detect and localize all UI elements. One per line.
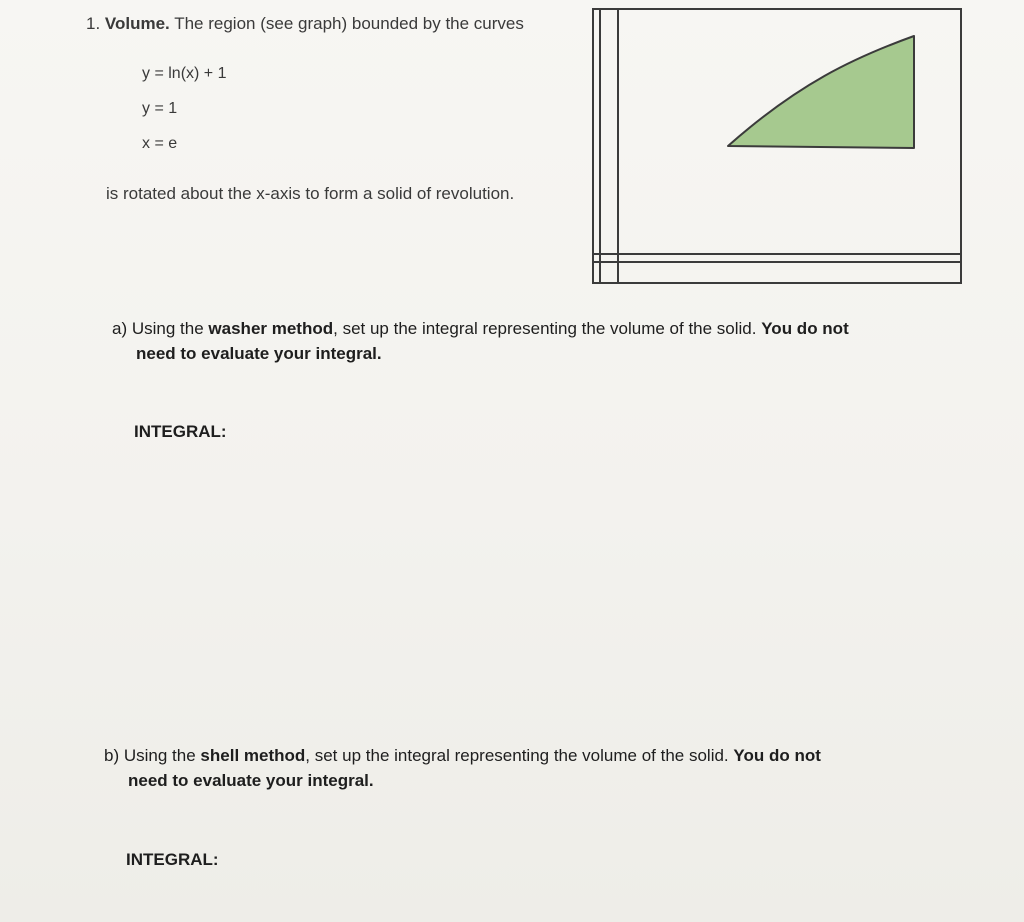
problem-intro xyxy=(86,14,524,34)
part-b-line-1 xyxy=(104,743,964,768)
part-b-question xyxy=(104,743,964,793)
problem-intro-text: The region (see graph) bounded by the curves xyxy=(174,14,524,33)
shaded-region xyxy=(728,36,914,148)
part-a-note-1: You do not xyxy=(761,319,849,338)
part-a-integral-label: INTEGRAL: xyxy=(134,422,227,441)
part-a-text-after: , set up the integral representing the volume of the solid. xyxy=(333,319,757,338)
equation-vertical: x = e xyxy=(142,135,178,152)
part-b-label: b) xyxy=(104,746,120,765)
problem-number: 1. xyxy=(86,14,101,33)
part-a-line-1 xyxy=(112,316,972,341)
problem-title: Volume. xyxy=(104,14,170,33)
part-b-text-after: , set up the integral representing the volume of the solid. xyxy=(305,746,729,765)
part-b-note-1: You do not xyxy=(733,746,821,765)
part-a-label: a) xyxy=(112,319,128,338)
part-b-method: shell method xyxy=(200,746,306,765)
part-a-note-2: need to evaluate your integral. xyxy=(136,344,382,363)
part-a-question xyxy=(112,316,972,366)
rotation-text: is rotated about the x-axis to form a solid of revolution. xyxy=(106,184,515,203)
part-b-integral-label: INTEGRAL: xyxy=(126,850,219,869)
part-b-note-2: need to evaluate your integral. xyxy=(128,771,374,790)
equation-line: y = 1 xyxy=(142,100,178,117)
part-b-text-before: Using the xyxy=(123,746,196,765)
equation-list xyxy=(142,64,226,169)
region-graph xyxy=(588,6,968,288)
part-a-method: washer method xyxy=(208,319,334,338)
part-a-text-before: Using the xyxy=(131,319,204,338)
equation-curve: y = ln(x) + 1 xyxy=(142,65,227,82)
